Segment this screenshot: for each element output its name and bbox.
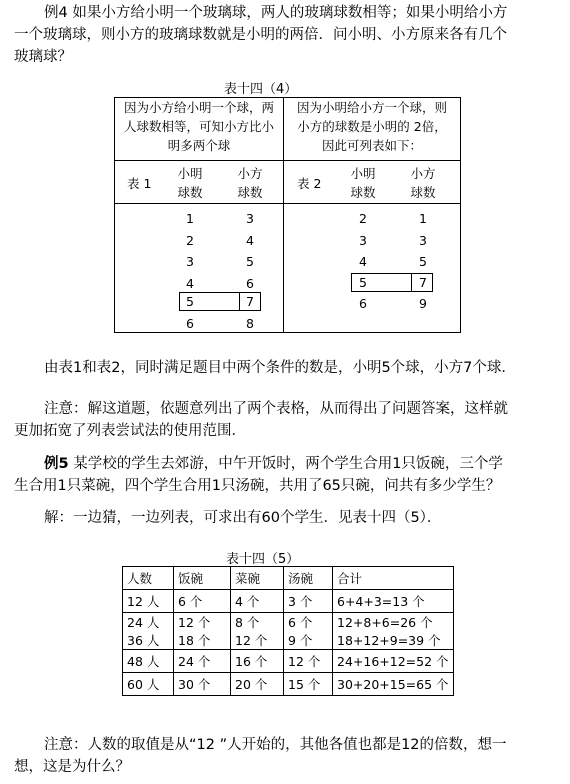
table2-cell: 5 — [419, 254, 427, 269]
table5-header: 汤碗 — [284, 567, 333, 590]
col-header-line: 小方 — [237, 166, 263, 181]
table2-col-xiaofang — [403, 164, 443, 202]
table5-cell: 24 人 — [123, 613, 174, 632]
table5-cell: 48 人 — [123, 650, 174, 673]
table1-cell: 2 — [186, 233, 194, 248]
example4-line3: 玻璃球？ — [14, 49, 72, 65]
table1-cell: 5 — [246, 254, 254, 269]
table5-cell: 20 个 — [231, 673, 284, 696]
table1-col-xiaoming — [170, 164, 210, 202]
col-header-line: 球数 — [237, 185, 263, 200]
table4-right-header — [284, 98, 460, 161]
example5-label: 例5 — [44, 456, 69, 472]
example4-text1: 如果小方给小明一个玻璃球，两人的玻璃球数相等；如果小明给小方 — [72, 5, 508, 21]
table5-cell: 30+20+15=65 个 — [333, 673, 454, 696]
table1-label: 表 1 — [127, 176, 152, 191]
table5-cell: 24 个 — [174, 650, 231, 673]
right-header-line: 小方的球数是小明的 2倍， — [297, 119, 447, 134]
table5-cell: 6 个 — [174, 590, 231, 613]
left-header-line: 因为小方给小明一个球，两 — [123, 100, 274, 115]
note1-line1: 注意：解这道题，依题意列出了两个表格，从而得出了问题答案，这样就 — [44, 401, 508, 417]
table-row — [123, 650, 454, 673]
table-row — [123, 590, 454, 613]
table5-cell: 3 个 — [284, 590, 333, 613]
table2-cell: 7 — [419, 275, 427, 290]
table5-cell: 15 个 — [284, 673, 333, 696]
table5-cell: 36 人 — [123, 631, 174, 650]
table5-cell: 9 个 — [284, 631, 333, 650]
table1-box-divider — [239, 292, 240, 311]
example4-line2: 一个玻璃球，则小方的玻璃球数就是小明的两倍．问小明、小方原来各有几个 — [14, 27, 507, 43]
table2-cell: 6 — [359, 296, 367, 311]
example4-label: 例4 — [44, 5, 68, 21]
example5-line2: 生合用1只菜碗，四个学生合用1只汤碗，共用了65只碗，问共有多少学生？ — [14, 478, 501, 494]
note1-line2: 更加拓宽了列表尝试法的使用范围． — [14, 423, 246, 439]
right-header-line: 因为小明给小方一个球，则 — [296, 100, 447, 115]
table5-cell: 30 个 — [174, 673, 231, 696]
table1-cell: 5 — [186, 294, 194, 309]
table2-cell: 1 — [419, 211, 427, 226]
table5-cell: 16 个 — [231, 650, 284, 673]
table4 — [114, 97, 461, 333]
left-header-line: 明多两个球 — [167, 138, 231, 153]
conclusion-text: 由表1和表2，同时满足题目中两个条件的数是，小明5个球，小方7个球． — [44, 360, 516, 376]
right-header-line: 因此可列表如下： — [321, 138, 422, 153]
col-header-line: 球数 — [410, 185, 436, 200]
table2-cell: 3 — [419, 233, 427, 248]
table5-cell: 4 个 — [231, 590, 284, 613]
col-header-line: 小方 — [410, 166, 436, 181]
table5-caption: 表十四（5） — [226, 552, 300, 567]
col-header-line: 小明 — [177, 166, 203, 181]
table1-cell: 7 — [246, 294, 254, 309]
table5-header: 人数 — [123, 567, 174, 590]
col-header-line: 球数 — [177, 185, 203, 200]
table1-cell: 1 — [186, 211, 194, 226]
table5-cell: 12 人 — [123, 590, 174, 613]
table2-box-divider — [411, 273, 412, 292]
example5-text1: 某学校的学生去郊游，中午开饭时，两个学生合用1只饭碗，三个学 — [73, 456, 503, 472]
table2-cell: 3 — [359, 233, 367, 248]
table1-cell: 6 — [186, 316, 194, 331]
table1-cell: 8 — [246, 316, 254, 331]
table4-caption: 表十四（4） — [224, 82, 298, 97]
table5-cell: 12+8+6=26 个 — [333, 613, 454, 632]
note2-line1: 注意：人数的取值是从“12 ”人开始的，其他各值也都是12的倍数，想一 — [44, 737, 507, 753]
table1-cell: 4 — [246, 233, 254, 248]
table-row — [123, 613, 454, 632]
table5-header-row — [123, 567, 454, 590]
table5-header: 合计 — [333, 567, 454, 590]
table4-left-header — [115, 98, 283, 161]
solution-text: 解：一边猜，一边列表，可求出有60个学生．见表十四（5）． — [44, 510, 442, 526]
example4-line1 — [14, 2, 507, 24]
table5-cell: 12 个 — [284, 650, 333, 673]
table5-header: 饭碗 — [174, 567, 231, 590]
table1-col-xiaofang — [230, 164, 270, 202]
table2-cell: 4 — [359, 254, 367, 269]
table1-cell: 3 — [186, 254, 194, 269]
table5-cell: 6 个 — [284, 613, 333, 632]
table5-cell: 18+12+9=39 个 — [333, 631, 454, 650]
table5-cell: 12 个 — [231, 631, 284, 650]
table-row — [123, 631, 454, 650]
example5-line1 — [44, 453, 503, 475]
table5-cell: 24+16+12=52 个 — [333, 650, 454, 673]
table2-cell: 5 — [359, 275, 367, 290]
table5-cell: 18 个 — [174, 631, 231, 650]
table2-cell: 9 — [419, 296, 427, 311]
table1-cell: 6 — [246, 276, 254, 291]
table1-cell: 4 — [186, 276, 194, 291]
col-header-line: 球数 — [350, 185, 376, 200]
table2-label: 表 2 — [297, 176, 322, 191]
table5-cell: 8 个 — [231, 613, 284, 632]
table5-cell: 12 个 — [174, 613, 231, 632]
left-header-line: 人球数相等，可知小方比小 — [123, 119, 274, 134]
table5-cell: 6+4+3=13 个 — [333, 590, 454, 613]
table1-cell: 3 — [246, 211, 254, 226]
table5 — [122, 566, 454, 696]
table2-cell: 2 — [359, 211, 367, 226]
note2-line2: 想，这是为什么？ — [14, 759, 130, 775]
table5-cell: 60 人 — [123, 673, 174, 696]
col-header-line: 小明 — [350, 166, 376, 181]
table5-header: 菜碗 — [231, 567, 284, 590]
table-row — [123, 673, 454, 696]
table2-col-xiaoming — [343, 164, 383, 202]
